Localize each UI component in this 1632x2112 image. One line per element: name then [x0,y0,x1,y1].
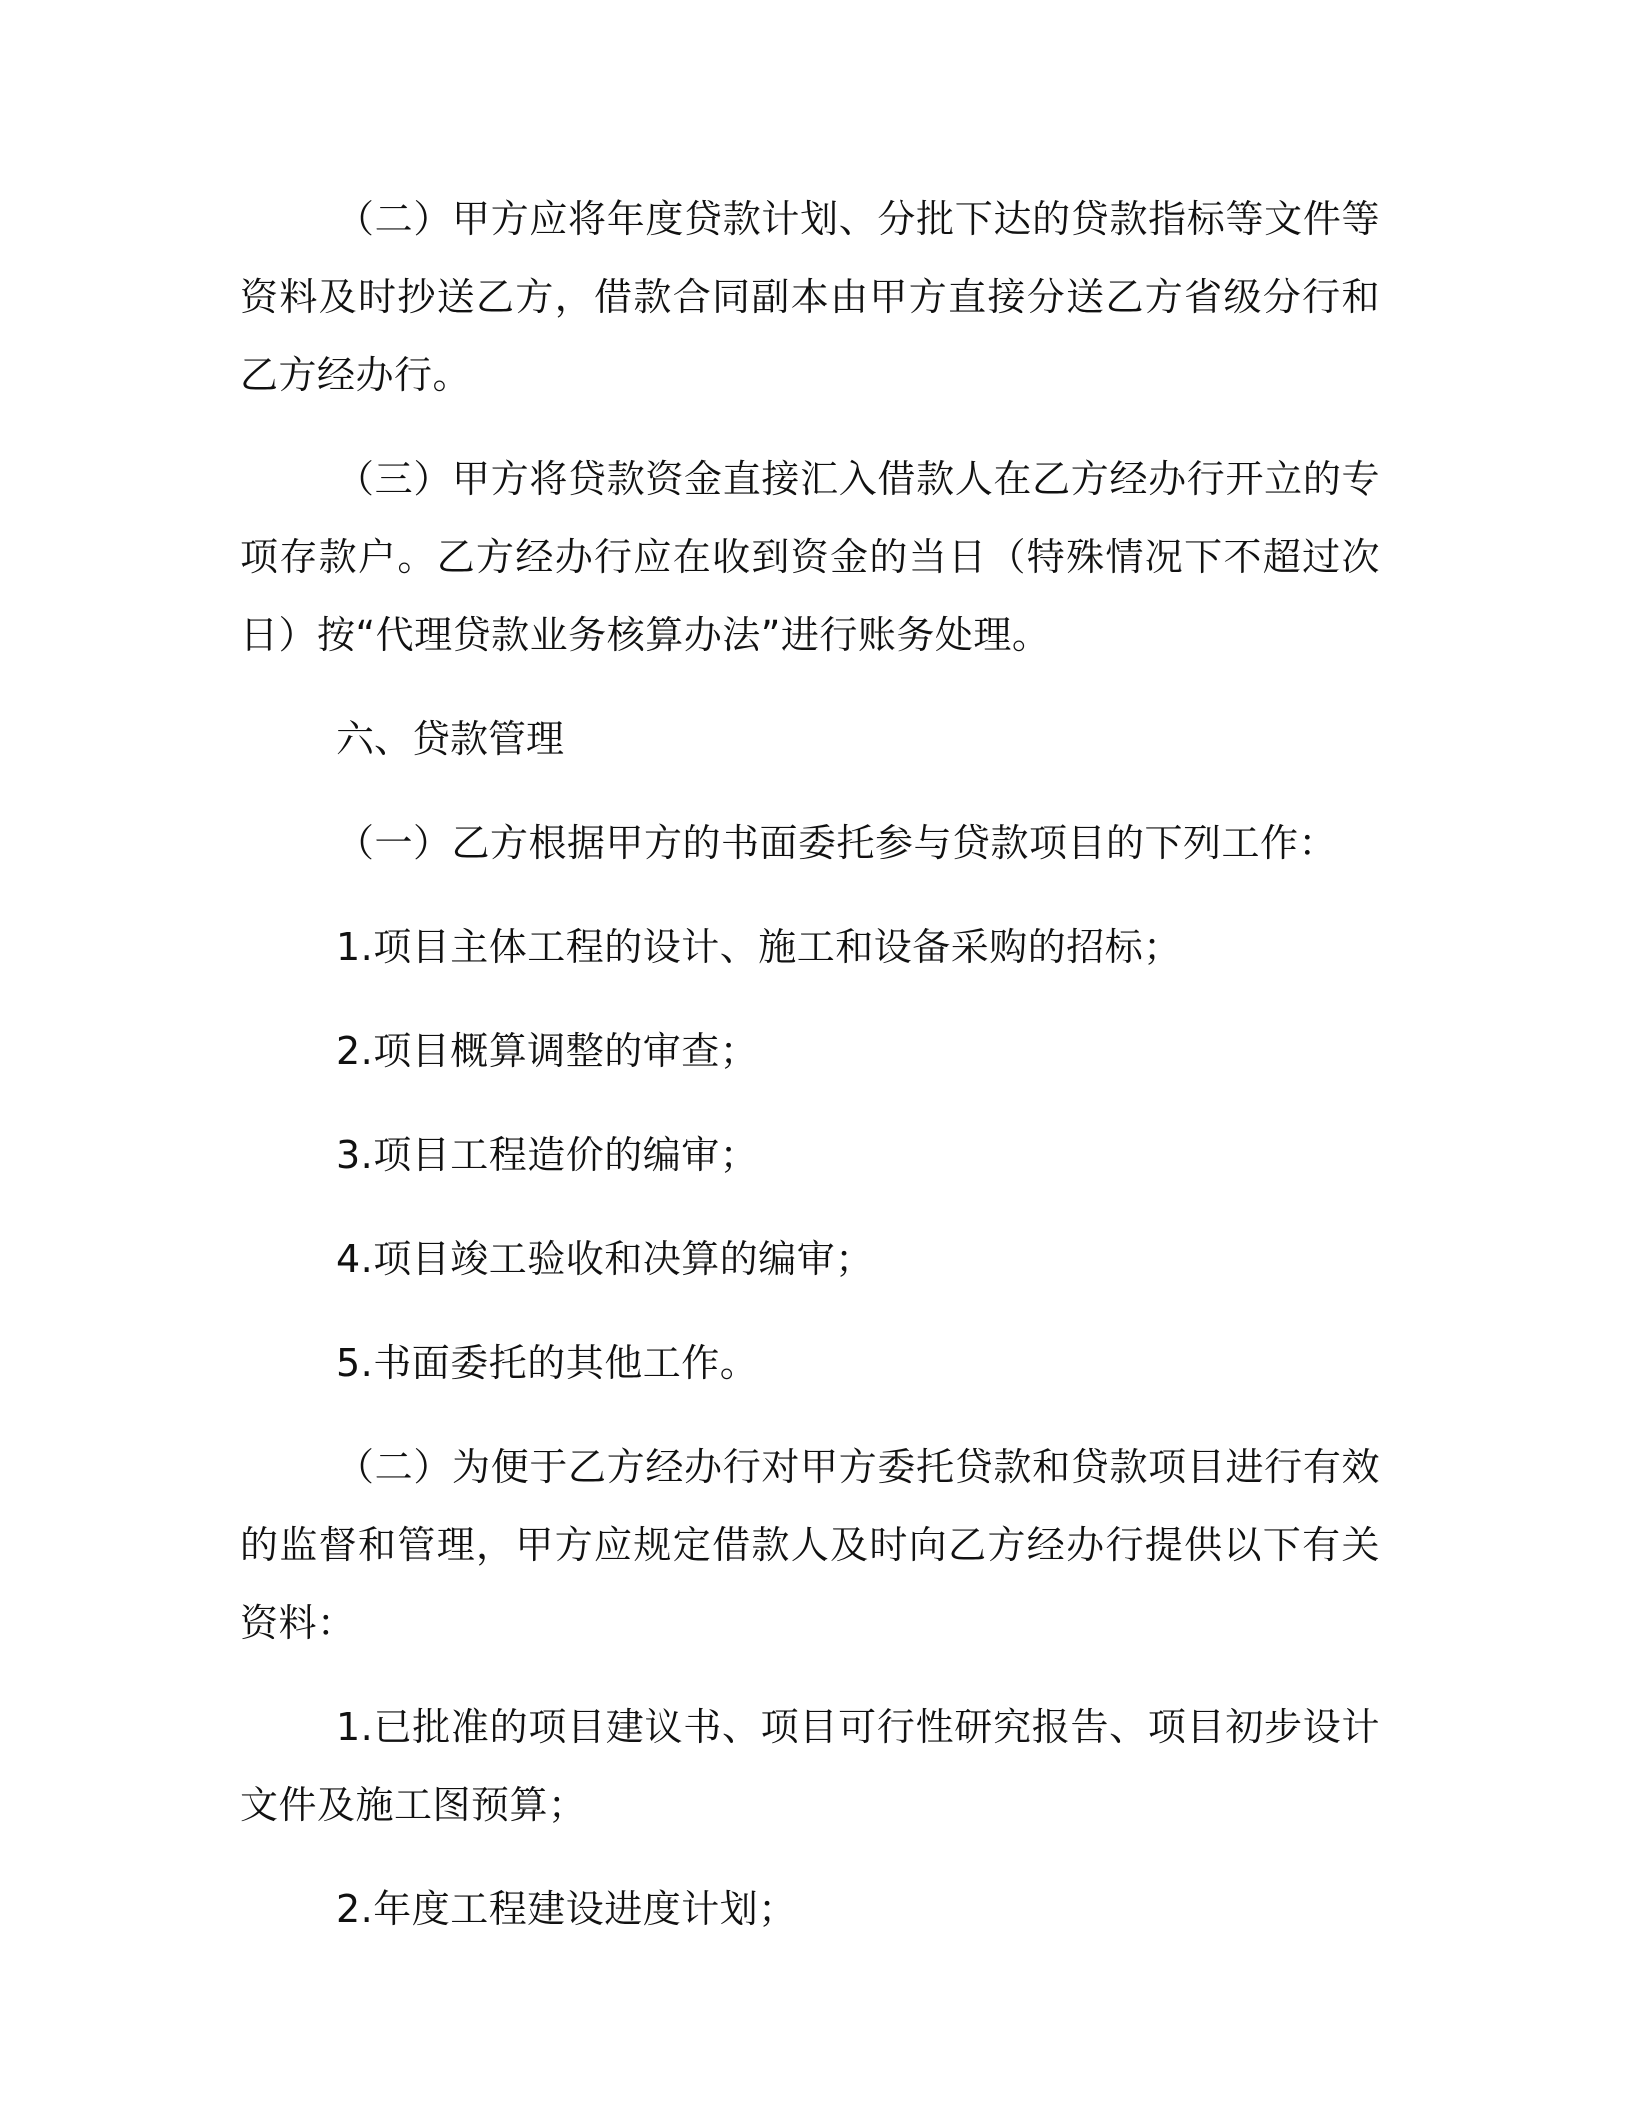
list-item-4: 4.项目竣工验收和决算的编审； [336,1237,874,1281]
list-item-3: 3.项目工程造价的编审； [336,1133,759,1177]
list-item-2: 2.项目概算调整的审查； [336,1029,759,1073]
list-item-5: 5.书面委托的其他工作。 [336,1341,759,1385]
list-item-materials-1: 1.已批准的项目建议书、项目可行性研究报告、项目初步设计文件及施工图预算； [240,1705,1380,1827]
list-item-1: 1.项目主体工程的设计、施工和设备采购的招标； [336,925,1182,969]
list-item-materials-2: 2.年度工程建设进度计划； [336,1887,797,1931]
paragraph-2-er-management: （二）为便于乙方经办行对甲方委托贷款和贷款项目进行有效的监督和管理，甲方应规定借款人及时向乙方经办行提供以下有关资料： [240,1445,1380,1645]
paragraph-2-er: （二）甲方应将年度贷款计划、分批下达的贷款指标等文件等资料及时抄送乙方，借款合同副本由甲方直接分送乙方省级分行和乙方经办行。 [240,197,1380,397]
document-body [240,180,1380,1948]
section-heading-loan-management: 六、贷款管理 [336,717,565,761]
paragraph-3-san: （三）甲方将贷款资金直接汇入借款人在乙方经办行开立的专项存款户。乙方经办行应在收到资金的当日（特殊情况下不超过次日）按“代理贷款业务核算办法”进行账务处理。 [240,457,1380,657]
paragraph-1-yi: （一）乙方根据甲方的书面委托参与贷款项目的下列工作： [336,821,1338,865]
